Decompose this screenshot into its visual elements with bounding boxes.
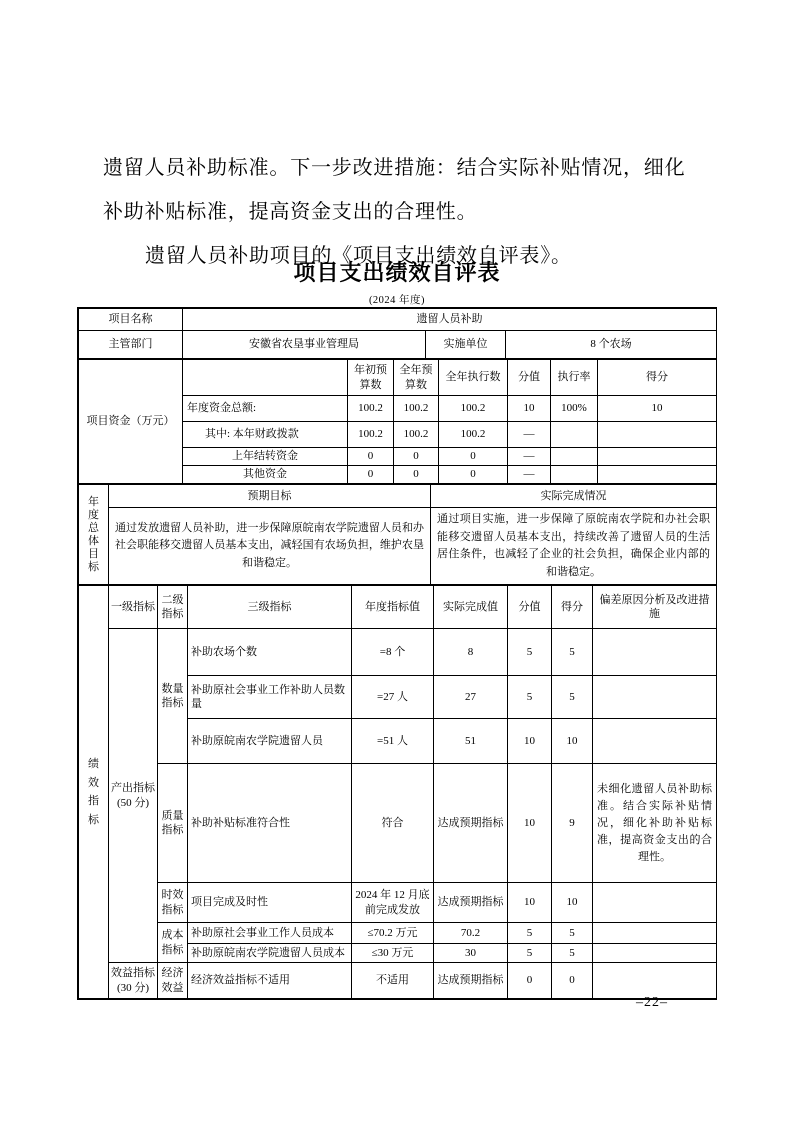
indicator-target: 符合: [352, 764, 434, 883]
indicator-score: 0: [552, 963, 593, 999]
page-number: –22–: [636, 995, 668, 1010]
funding-cell: [551, 466, 598, 484]
indicator-name: 补助补贴标准符合性: [188, 764, 352, 883]
funding-row-label: 其他资金: [183, 466, 348, 484]
level1-benefit: 效益指标(30 分): [109, 963, 158, 999]
goal-actual-header: 实际完成情况: [431, 485, 717, 508]
indicator-target: =27 人: [352, 676, 434, 719]
indicator-points: 5: [508, 676, 552, 719]
funding-cell: 100.2: [348, 396, 394, 422]
dept-label: 主管部门: [79, 331, 183, 359]
table-title: 项目支出绩效自评表: [293, 260, 501, 285]
funding-cell: —: [508, 448, 551, 466]
funding-table: [78, 359, 717, 484]
indicator-actual: 70.2: [434, 923, 508, 944]
indicator-target: =51 人: [352, 719, 434, 764]
level1-output: 产出指标(50 分): [109, 629, 158, 963]
funding-cell: 100.2: [439, 422, 508, 448]
indicator-remark: [593, 676, 717, 719]
dept-value: 安徽省农垦事业管理局: [183, 331, 426, 359]
indicator-actual: 达成预期指标: [434, 764, 508, 883]
indicator-name: 项目完成及时性: [188, 883, 352, 923]
funding-cell: [551, 422, 598, 448]
indicator-target: ≤70.2 万元: [352, 923, 434, 944]
indicator-remark: [593, 719, 717, 764]
header-level1: 一级指标: [109, 586, 158, 629]
header-points: 分值: [508, 586, 552, 629]
indicator-target: 2024 年 12 月底前完成发放: [352, 883, 434, 923]
goal-expected-header: 预期目标: [109, 485, 431, 508]
level2-quality: 质量指标: [158, 764, 188, 883]
indicator-score: 5: [552, 629, 593, 676]
indicator-points: 0: [508, 963, 552, 999]
unit-value: 8 个农场: [506, 331, 717, 359]
indicator-name: 补助原皖南农学院遗留人员成本: [188, 944, 352, 963]
funding-header-score: 得分: [598, 360, 717, 396]
indicator-actual: 8: [434, 629, 508, 676]
indicator-points: 10: [508, 764, 552, 883]
body-line-3: 遗留人员补助项目的《项目支出绩效自评表》。: [145, 245, 572, 267]
indicators-side-label: [79, 586, 109, 999]
indicator-score: 9: [552, 764, 593, 883]
indicator-score: 5: [552, 944, 593, 963]
indicator-name: 补助原皖南农学院遗留人员: [188, 719, 352, 764]
header-level3: 三级指标: [188, 586, 352, 629]
level2-quantity: 数量指标: [158, 629, 188, 764]
goal-table: [78, 484, 717, 585]
funding-cell: [598, 422, 717, 448]
unit-label: 实施单位: [426, 331, 506, 359]
funding-cell: —: [508, 422, 551, 448]
funding-cell: 100.2: [394, 396, 439, 422]
funding-cell: —: [508, 466, 551, 484]
level2-timeliness: 时效指标: [158, 883, 188, 923]
funding-cell: 100.2: [394, 422, 439, 448]
indicator-name: 经济效益指标不适用: [188, 963, 352, 999]
indicator-actual: 达成预期指标: [434, 883, 508, 923]
funding-row-label: 上年结转资金: [183, 448, 348, 466]
goal-expected-text: 通过发放遗留人员补助，进一步保障原皖南农学院遗留人员和办社会职能移交遗留人员基本支出，减轻国有农场负担，维护农垦和谐稳定。: [109, 508, 431, 585]
indicator-name: 补助原社会事业工作人员成本: [188, 923, 352, 944]
funding-header-executed: 全年执行数: [439, 360, 508, 396]
header-remark: 偏差原因分析及改进措施: [593, 586, 717, 629]
header-target: 年度指标值: [352, 586, 434, 629]
indicator-score: 5: [552, 676, 593, 719]
funding-cell: 0: [439, 466, 508, 484]
header-score: 得分: [552, 586, 593, 629]
indicator-actual: 30: [434, 944, 508, 963]
body-line-1: 遗留人员补助标准。下一步改进措施：结合实际补贴情况，细化: [103, 157, 686, 179]
funding-cell: 10: [598, 396, 717, 422]
goal-actual-text: 通过项目实施，进一步保障了原皖南农学院和办社会职能移交遗留人员基本支出，持续改善了遗留人员的生活居住条件，也减轻了企业的社会负担，确保企业内部的和谐稳定。: [431, 508, 717, 585]
indicator-points: 5: [508, 923, 552, 944]
funding-cell: 0: [394, 466, 439, 484]
level2-cost: 成本指标: [158, 923, 188, 963]
indicator-points: 10: [508, 719, 552, 764]
funding-blank-header: [183, 360, 348, 396]
level2-economic: 经济效益: [158, 963, 188, 999]
body-line-2: 补助补贴标准，提高资金支出的合理性。: [103, 201, 478, 223]
funding-header-points: 分值: [508, 360, 551, 396]
indicator-score: 5: [552, 923, 593, 944]
indicator-score: 10: [552, 719, 593, 764]
indicator-remark: [593, 883, 717, 923]
funding-cell: 10: [508, 396, 551, 422]
funding-row-label: 年度资金总额:: [183, 396, 348, 422]
indicator-target: ≤30 万元: [352, 944, 434, 963]
funding-cell: 0: [394, 448, 439, 466]
header-level2: 二级指标: [158, 586, 188, 629]
table-subtitle: (2024 年度): [368, 295, 426, 306]
indicator-remark: [593, 944, 717, 963]
indicator-score: 10: [552, 883, 593, 923]
indicator-remark: [593, 963, 717, 999]
funding-cell: [598, 466, 717, 484]
indicator-remark: [593, 923, 717, 944]
project-name-label: 项目名称: [79, 309, 183, 331]
project-name-value: 遗留人员补助: [183, 309, 717, 331]
funding-row-label: 其中: 本年财政拨款: [183, 422, 348, 448]
funding-cell: 100%: [551, 396, 598, 422]
indicators-table: [78, 585, 717, 999]
info-table: [78, 308, 717, 359]
indicator-points: 10: [508, 883, 552, 923]
indicators-side-label-text: 绩效指标: [88, 758, 99, 827]
indicator-points: 5: [508, 944, 552, 963]
header-actual: 实际完成值: [434, 586, 508, 629]
indicator-remark: [593, 629, 717, 676]
funding-header-rate: 执行率: [551, 360, 598, 396]
funding-cell: 100.2: [439, 396, 508, 422]
funding-cell: 0: [439, 448, 508, 466]
funding-header-initial: 年初预算数: [348, 360, 394, 396]
indicator-actual: 51: [434, 719, 508, 764]
funding-cell: 0: [348, 448, 394, 466]
indicator-name: 补助原社会事业工作补助人员数量: [188, 676, 352, 719]
goal-side-label: [79, 485, 109, 585]
indicator-points: 5: [508, 629, 552, 676]
indicator-name: 补助农场个数: [188, 629, 352, 676]
indicator-remark: 未细化遗留人员补助标准。结合实际补贴情况，细化补助补贴标准，提高资金支出的合理性。: [593, 764, 717, 883]
indicator-actual: 27: [434, 676, 508, 719]
funding-cell: 100.2: [348, 422, 394, 448]
funding-cell: 0: [348, 466, 394, 484]
indicator-target: =8 个: [352, 629, 434, 676]
funding-cell: [598, 448, 717, 466]
indicator-target: 不适用: [352, 963, 434, 999]
funding-cell: [551, 448, 598, 466]
indicator-actual: 达成预期指标: [434, 963, 508, 999]
self-evaluation-table: [77, 307, 717, 1000]
goal-side-label-text: 年度总体目标: [88, 495, 99, 573]
funding-section-label: 项目资金（万元）: [79, 360, 183, 484]
funding-header-annual: 全年预算数: [394, 360, 439, 396]
